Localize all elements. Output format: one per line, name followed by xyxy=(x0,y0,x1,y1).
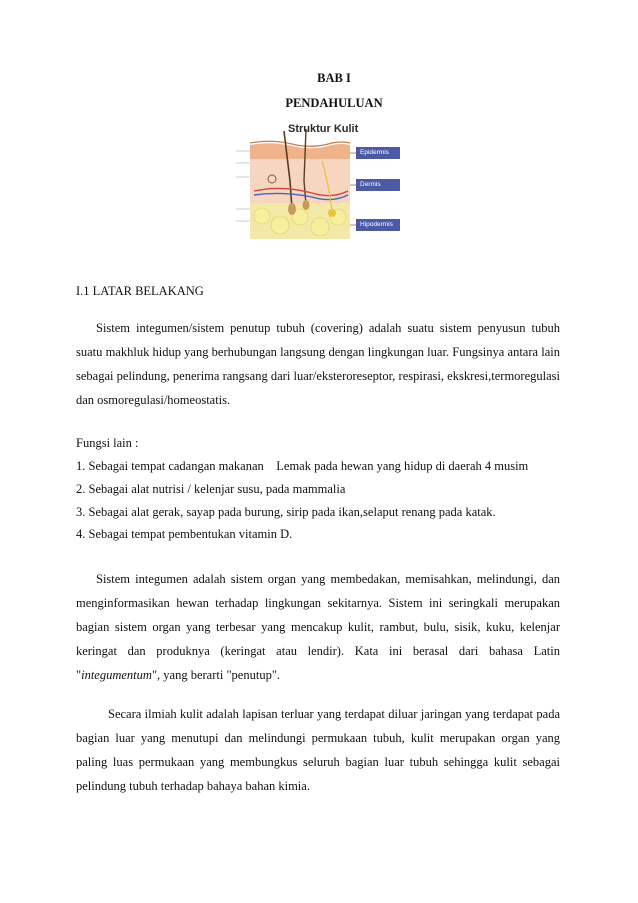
paragraph-3: Secara ilmiah kulit adalah lapisan terluar yang terdapat diluar jaringan yang terdapat pada bagian luar yang menutupi dan melindungi permukaan tubuh, kulit merupakan organ yang paling luas permukaan yang membungkus seluruh bagian luar tubuh sehingga kulit sebagai pelindung tubuh terhadap bahaya bahan kimia. xyxy=(76,707,560,793)
layer-label-hipodermis: Hipodermis xyxy=(356,219,400,231)
skin-structure-figure xyxy=(232,121,402,243)
figure-title: Struktur Kulit xyxy=(288,123,359,135)
function-item-2: 2. Sebagai alat nutrisi / kelenjar susu, pada mammalia xyxy=(76,482,346,496)
paragraph-2-quote-open: " xyxy=(76,668,82,682)
function-item-1: 1. Sebagai tempat cadangan makanan Lemak pada hewan yang hidup di daerah 4 musim xyxy=(76,459,529,473)
function-item-3: 3. Sebagai alat gerak, sayap pada burung, sirip pada ikan,selaput renang pada katak. xyxy=(76,505,496,519)
layer-label-epidermis: Epidermis xyxy=(356,147,400,159)
latin-term: integumentum xyxy=(81,668,152,682)
chapter-label: BAB I xyxy=(317,71,351,85)
section-heading: I.1 LATAR BELAKANG xyxy=(76,284,204,298)
paragraph-2 xyxy=(76,567,560,687)
function-item-4: 4. Sebagai tempat pembentukan vitamin D. xyxy=(76,527,293,541)
paragraph-1: Sistem integumen/sistem penutup tubuh (covering) adalah suatu sistem penyusun tubuh suatu makhluk hidup yang berhubungan langsung dengan lingkungan luar. Fungsinya antara lain sebagai pelindung, penerima rangsang dari luar/eksteroreseptor, respirasi, ekskresi,termoregulasi dan osmoregulasi/homeostatis. xyxy=(76,321,560,407)
chapter-title: PENDAHULUAN xyxy=(285,96,383,110)
paragraph-2-text: Sistem integumen adalah sistem organ yang membedakan, memisahkan, melindungi, dan menginformasikan hewan terhadap lingkungan sekitarnya. Sistem ini seringkali merupakan bagian sistem organ yang terbesar yang mencakup kulit, rambut, bulu, sisik, kuku, kelenjar keringat dan produknya (keringat atau lendir). Kata ini berasal dari bahasa Latin xyxy=(76,572,560,658)
functions-intro: Fungsi lain : xyxy=(76,436,139,450)
layer-label-dermis: Dermis xyxy=(356,179,400,191)
paragraph-2-quote-rest: ", yang berarti "penutup". xyxy=(151,668,281,682)
